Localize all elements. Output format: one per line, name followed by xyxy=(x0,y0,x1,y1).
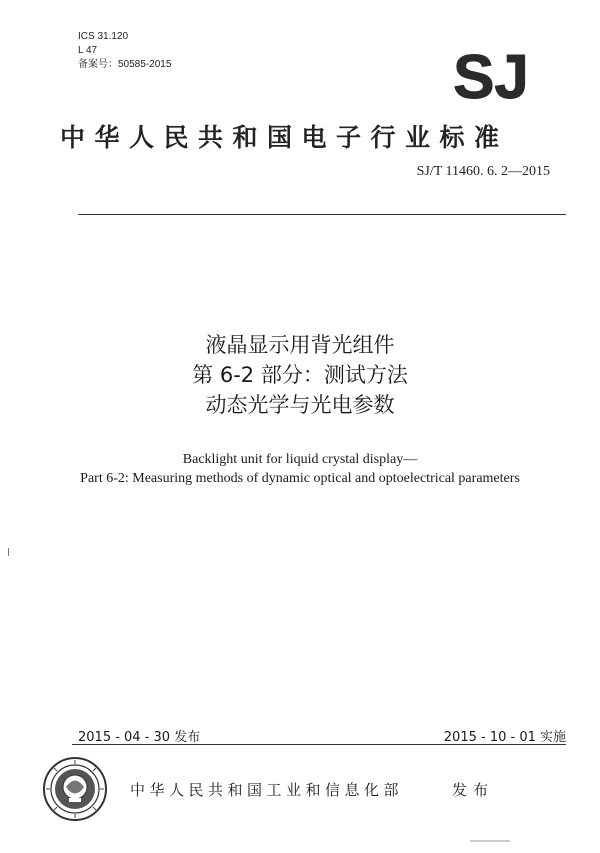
issuing-ministry: 中华人民共和国工业和信息化部 xyxy=(130,781,404,799)
chinese-title-line-1: 液晶显示用背光组件 xyxy=(205,333,395,357)
svg-text:SJ: SJ xyxy=(453,48,529,104)
chinese-title-line-2: 第 6-2 部分：测试方法 xyxy=(192,363,408,387)
implementation-date: 2015 - 10 - 01 实施 xyxy=(443,730,566,745)
chinese-title-block xyxy=(0,330,600,420)
ccs-code: L 47 xyxy=(78,45,98,56)
english-title-block xyxy=(0,450,600,488)
chinese-title-line-3: 动态光学与光电参数 xyxy=(205,393,395,417)
standard-metadata xyxy=(78,30,171,72)
issue-date: 2015 - 04 - 30 发布 xyxy=(78,730,201,745)
standard-category-title: 中华人民共和国电子行业标准 xyxy=(60,123,509,152)
header-divider xyxy=(78,214,566,215)
ministry-seal-icon xyxy=(42,756,108,822)
publish-label: 发布 xyxy=(452,781,495,799)
sj-logo xyxy=(436,48,546,104)
scan-artifact xyxy=(470,840,510,842)
footer-divider xyxy=(72,744,566,745)
record-number: 备案号：50585-2015 xyxy=(78,59,172,70)
english-title-line-1: Backlight unit for liquid crystal display— xyxy=(182,452,418,467)
ics-code: ICS 31.120 xyxy=(78,31,129,42)
english-title-line-2: Part 6-2: Measuring methods of dynamic optical and optoelectrical parameters xyxy=(80,471,520,486)
standard-code: SJ/T 11460. 6. 2—2015 xyxy=(416,164,550,179)
scan-speck xyxy=(8,548,9,556)
